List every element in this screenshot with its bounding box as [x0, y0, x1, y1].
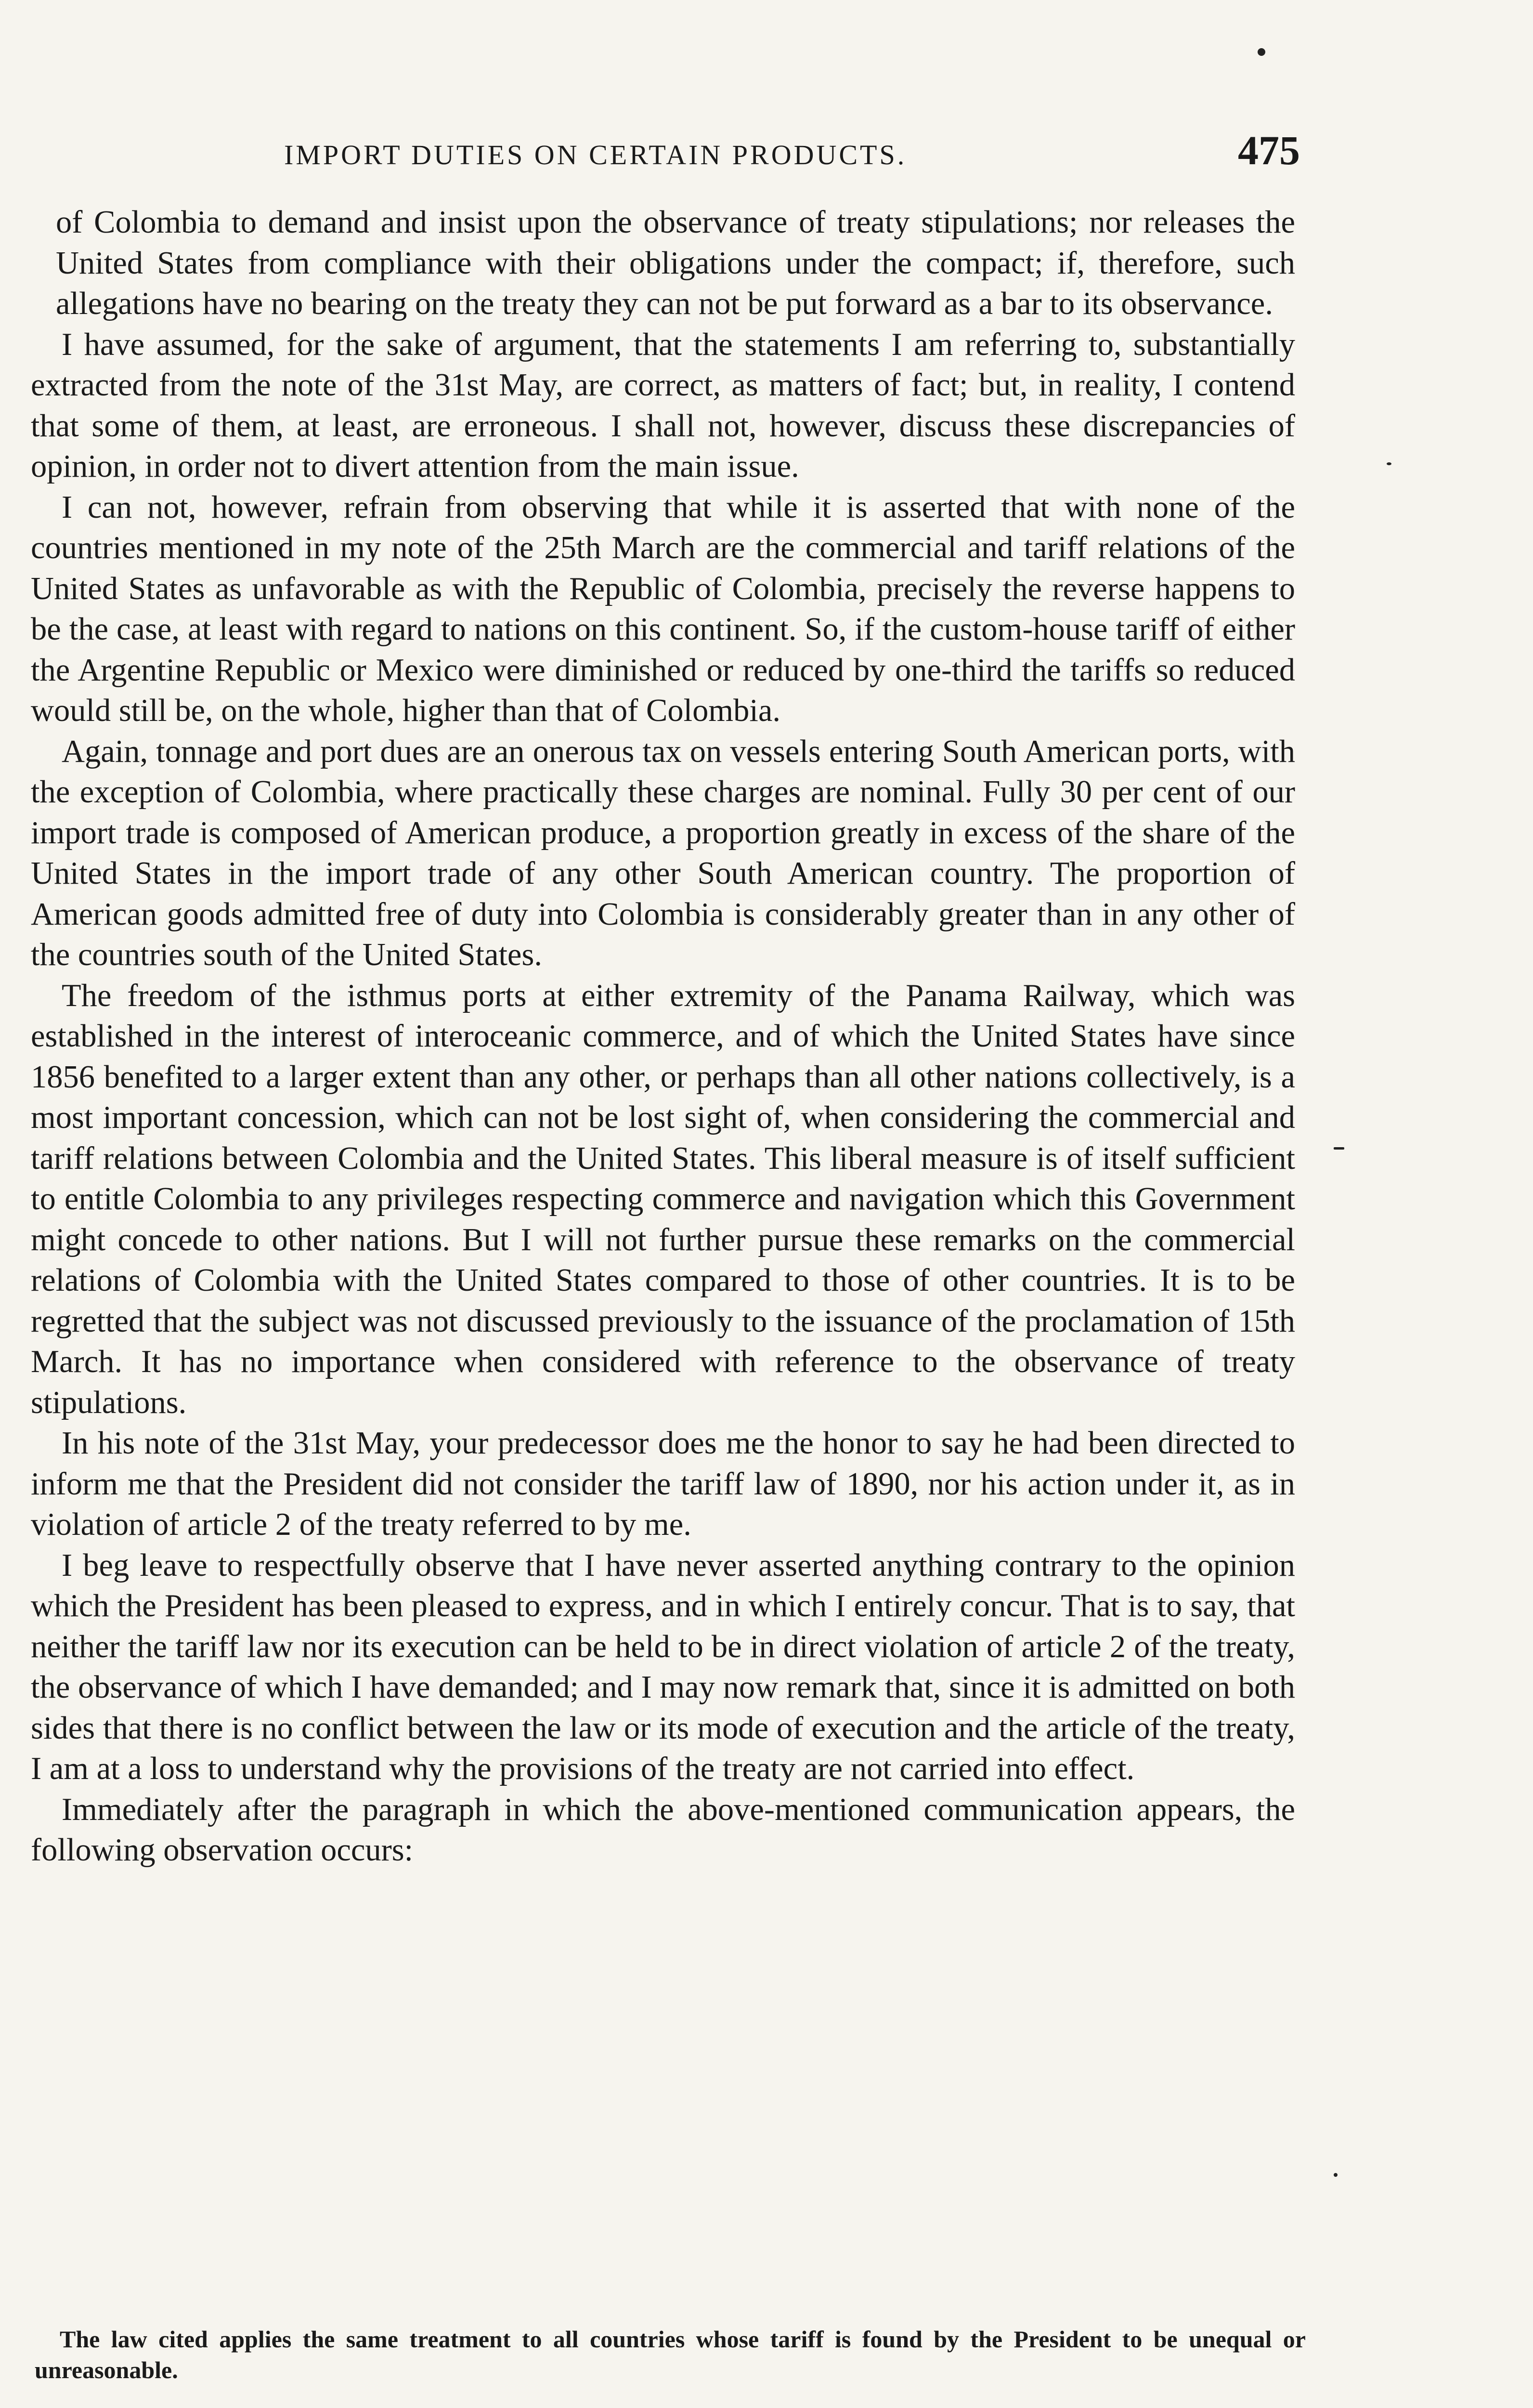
paragraph-2: I have assumed, for the sake of argument, that the statements I am referring to, substantially extracted from the note of the 31st May, are correct, as matters of fact; but, in reality, I contend that some of them, at least, are erroneous. I shall not, however, discuss these discrepancies of opinion, in order not to divert attention from the main issue. — [31, 327, 1295, 484]
paragraph-5: The freedom of the isthmus ports at either extremity of the Panama Railway, which was established in the interest of interoceanic commerce, and of which the United States have since 1856 benefited to a larger extent than any other, or perhaps than all other nations collectively, is a most important concession, which can not be lost sight of, when considering the commercial and tariff relations between Colombia and the United States. This liberal measure is of itself sufficient to entitle Colombia to any privileges respecting commerce and navigation which this Government might concede to other nations. But I will not further pursue these remarks on the commercial relations of Colombia with the United States compared to those of other countries. It is to be regretted that the subject was not discussed previously to the issuance of the proclamation of 15th March. It has no importance when considered with reference to the observance of treaty stipulations. — [31, 978, 1295, 1420]
print-speck — [1387, 462, 1391, 465]
print-speck — [1258, 48, 1265, 56]
paragraph-6: In his note of the 31st May, your predecessor does me the honor to say he had been directed to inform me that the President did not consider the tariff law of 1890, nor his action under it, as in violation of article 2 of the treaty referred to by me. — [31, 1426, 1295, 1542]
print-speck — [1334, 1147, 1344, 1150]
print-speck — [1334, 2173, 1338, 2177]
paragraph-4: Again, tonnage and port dues are an onerous tax on vessels entering South American ports, with the exception of Colombia, where practically these charges are nominal. Fully 30 per cent of our import trade is composed of American produce, a proportion greatly in excess of the share of the United States in the import trade of any other South American country. The proportion of American goods admitted free of duty into Colombia is considerably greater than in any other of the countries south of the United States. — [31, 733, 1295, 972]
running-head: IMPORT DUTIES ON CERTAIN PRODUCTS. — [284, 139, 907, 170]
page-header — [279, 126, 1300, 179]
paragraph-7: I beg leave to respectfully observe that I have never asserted anything contrary to the opinion which the President has been pleased to express, and in which I entirely concur. That is to say, that neither the tariff law nor its execution can be held to be in direct violation of article 2 of the treaty, the observance of which I have demanded; and I may now remark that, since it is admitted on both sides that there is no conflict between the law or its mode of execution and the article of the treaty, I am at a loss to understand why the provisions of the treaty are not carried into effect. — [31, 1547, 1295, 1786]
paragraph-3: I can not, however, refrain from observing that while it is asserted that with none of the countries mentioned in my note of the 25th March are the commercial and tariff relations of the United States as unfavorable as with the Republic of Colombia, precisely the reverse happens to be the case, at least with regard to nations on this continent. So, if the custom-house tariff of either the Argentine Republic or Mexico were diminished or reduced by one-third the tariffs so reduced would still be, on the whole, higher than that of Colombia. — [31, 489, 1295, 728]
paragraph-1: of Colombia to demand and insist upon the observance of treaty stipulations; nor releases the United States from compliance with their obligations under the compact; if, therefore, such allegations have no bearing on the treaty they can not be put forward as a bar to its observance. — [56, 205, 1295, 321]
page-number: 475 — [1238, 127, 1300, 173]
paragraph-8: Immediately after the paragraph in which the above-mentioned communication appears, the following observation occurs: — [31, 1792, 1295, 1868]
body-text — [31, 202, 1295, 1871]
block-quote: The law cited applies the same treatment to all countries whose tariff is found by the President to be unequal or unreasonable. — [35, 2326, 1306, 2383]
